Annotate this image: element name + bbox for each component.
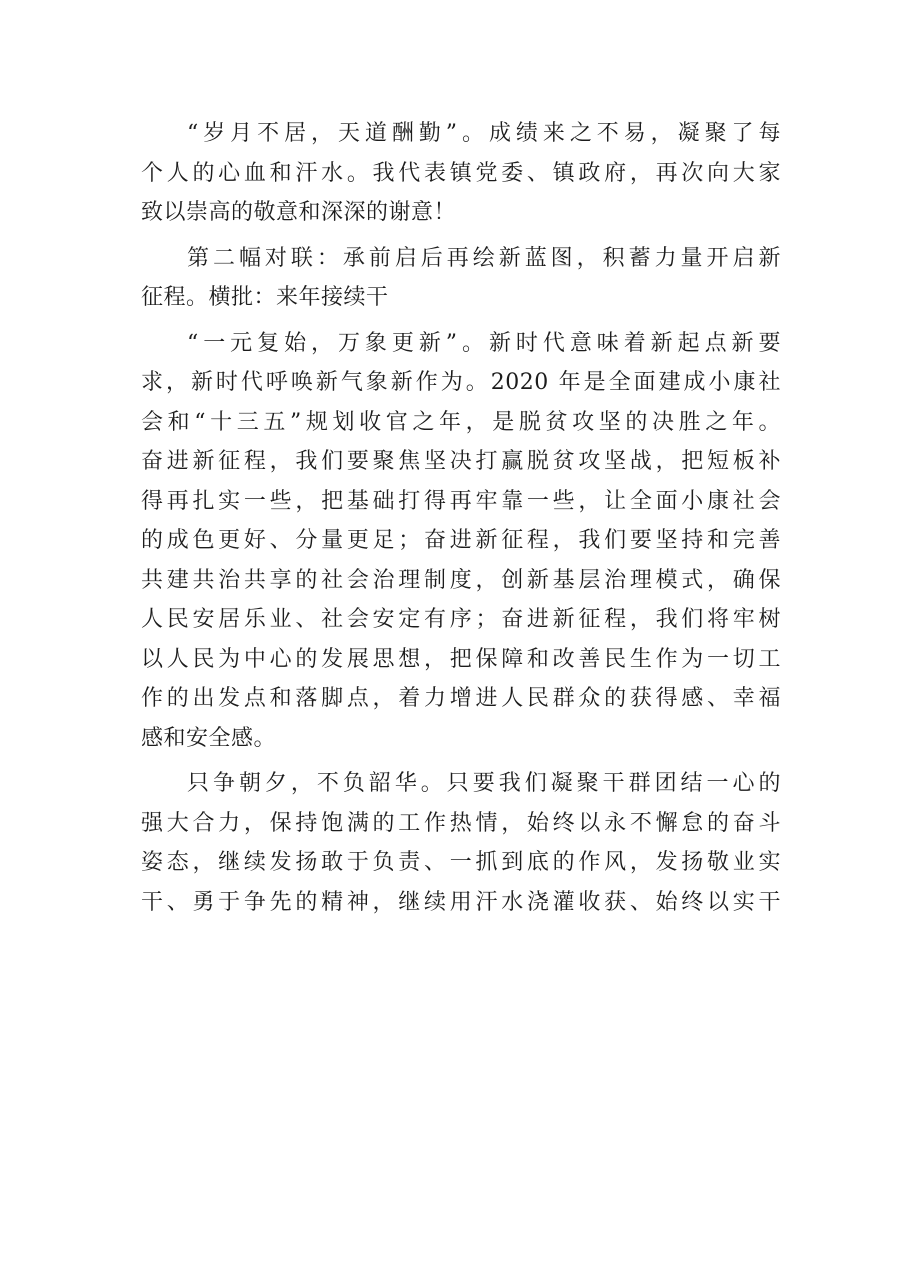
text-line: 求，新时代呼唤新气象新作为。2020 年是全面建成小康社 [141, 370, 781, 395]
text-line: 奋进新征程，我们要聚焦坚决打赢脱贫攻坚战，把短板补 [141, 449, 781, 474]
text-line: 强大合力，保持饱满的工作热情，始终以永不懈怠的奋斗 [141, 810, 781, 836]
text-line: 干、勇于争先的精神，继续用汗水浇灌收获、始终以实干 [141, 889, 781, 915]
text-line: “岁月不居，天道酬勤”。成绩来之不易，凝聚了每 [187, 121, 781, 146]
text-line: 致以崇高的敬意和深深的谢意！ [141, 200, 457, 225]
text-line: 人民安居乐业、社会安定有序；奋进新征程，我们将牢树 [141, 607, 781, 632]
text-line: 只争朝夕，不负韶华。只要我们凝聚干群团结一心的 [187, 771, 781, 796]
text-line: 姿态，继续发扬敢于负责、一抓到底的作风，发扬敬业实 [141, 850, 781, 875]
text-line: “一元复始，万象更新”。新时代意味着新起点新要 [187, 330, 781, 356]
paragraph [141, 764, 781, 922]
text-line: 共建共治共享的社会治理制度，创新基层治理模式，确保 [141, 567, 781, 593]
document-body [141, 114, 781, 922]
text-line: 得再扎实一些，把基础打得再牢靠一些，让全面小康社会 [141, 488, 781, 514]
text-line: 征程。横批：来年接续干 [141, 285, 389, 310]
text-line: 感和安全感。 [141, 725, 277, 751]
text-line: 会和“十三五”规划收官之年，是脱贫攻坚的决胜之年。 [141, 409, 781, 435]
text-line: 作的出发点和落脚点，着力增进人民群众的获得感、幸福 [141, 686, 781, 711]
paragraph [141, 114, 781, 233]
paragraph [141, 239, 781, 318]
text-line: 以人民为中心的发展思想，把保障和改善民生作为一切工 [141, 646, 781, 672]
paragraph [141, 324, 781, 759]
text-line: 第二幅对联：承前启后再绘新蓝图，积蓄力量开启新 [187, 245, 781, 271]
text-line: 个人的心血和汗水。我代表镇党委、镇政府，再次向大家 [141, 160, 781, 186]
text-line: 的成色更好、分量更足；奋进新征程，我们要坚持和完善 [141, 528, 781, 553]
